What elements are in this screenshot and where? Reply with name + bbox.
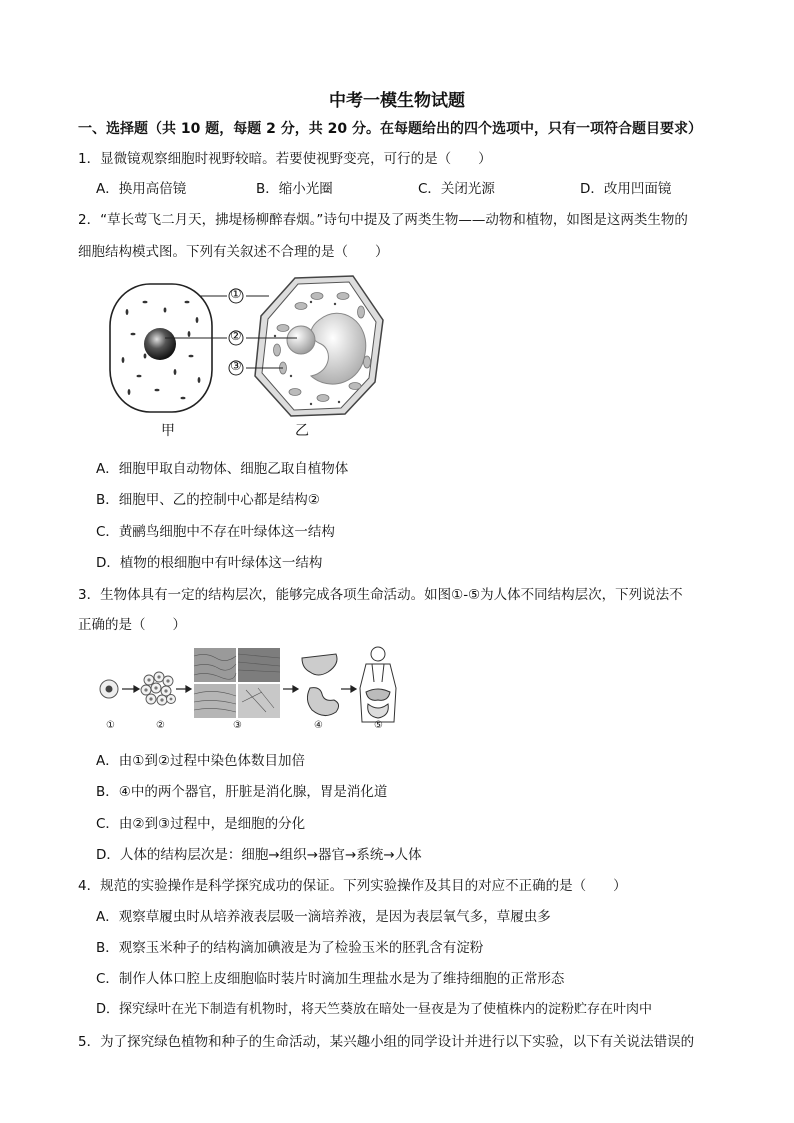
label-1: ① bbox=[230, 287, 242, 302]
question-4-option-b: B．观察玉米种子的结构滴加碘液是为了检验玉米的胚乳含有淀粉 bbox=[96, 940, 484, 956]
question-3-option-d: D．人体的结构层次是：细胞→组织→器官→系统→人体 bbox=[96, 847, 422, 863]
stage-label-3: ③ bbox=[233, 720, 242, 731]
plant-cell-drawing bbox=[255, 276, 383, 416]
question-3-option-b: B．④中的两个器官，肝脏是消化腺，胃是消化道 bbox=[96, 784, 388, 800]
stage-label-5: ⑤ bbox=[374, 720, 383, 731]
section-heading: 一、选择题（共 10 题，每题 2 分，共 20 分。在每题给出的四个选项中，只有一项符合题目要求） bbox=[78, 121, 702, 137]
stage-label-4: ④ bbox=[314, 720, 323, 731]
question-2-option-a: A．细胞甲取自动物体、细胞乙取自植物体 bbox=[96, 461, 349, 477]
question-5-stem: 5．为了探究绿色植物和种子的生命活动，某兴趣小组的同学设计并进行以下实验，以下有关说法错误的 bbox=[78, 1034, 695, 1050]
question-2-option-b: B．细胞甲、乙的控制中心都是结构② bbox=[96, 492, 320, 508]
question-1-option-d: D．改用凹面镜 bbox=[580, 181, 672, 197]
question-3-option-a: A．由①到②过程中染色体数目加倍 bbox=[96, 753, 305, 769]
question-1-option-c: C．关闭光源 bbox=[418, 181, 495, 197]
question-2-option-c: C．黄鹂鸟细胞中不存在叶绿体这一结构 bbox=[96, 524, 335, 540]
question-4-option-d: D．探究绿叶在光下制造有机物时，将天竺葵放在暗处一昼夜是为了使植株内的淀粉贮存在叶肉中 bbox=[96, 1002, 653, 1017]
question-3-option-c: C．由②到③过程中，是细胞的分化 bbox=[96, 816, 306, 832]
page-title: 中考一模生物试题 bbox=[329, 91, 465, 111]
question-4-option-a: A．观察草履虫时从培养液表层吸一滴培养液，是因为表层氧气多，草履虫多 bbox=[96, 909, 551, 925]
animal-cell-drawing bbox=[110, 284, 212, 412]
question-4-option-c: C．制作人体口腔上皮细胞临时装片时滴加生理盐水是为了维持细胞的正常形态 bbox=[96, 971, 565, 987]
question-4-stem: 4．规范的实验操作是科学探究成功的保证。下列实验操作及其目的对应不正确的是（ ） bbox=[78, 878, 627, 894]
question-2-option-d: D．植物的根细胞中有叶绿体这一结构 bbox=[96, 555, 323, 571]
question-1-option-a: A．换用高倍镜 bbox=[96, 181, 187, 197]
label-2: ② bbox=[230, 329, 242, 344]
body-structure-levels-figure bbox=[96, 642, 406, 734]
label-jia: 甲 bbox=[161, 423, 175, 439]
question-1-stem: 1．显微镜观察细胞时视野较暗。若要使视野变亮，可行的是（ ） bbox=[78, 151, 492, 167]
label-3: ③ bbox=[230, 359, 242, 374]
cell-structure-figure bbox=[105, 272, 405, 444]
question-2-stem-line1: 2．“草长莺飞二月天，拂堤杨柳醉春烟。”诗句中提及了两类生物——动物和植物，如图是这两类生物的 bbox=[78, 212, 688, 228]
question-3-stem-line1: 3．生物体具有一定的结构层次，能够完成各项生命活动。如图①-⑤为人体不同结构层次，下列说法不 bbox=[78, 587, 683, 603]
stage-label-1: ① bbox=[106, 720, 115, 731]
stage-label-2: ② bbox=[156, 720, 165, 731]
question-3-stem-line2: 正确的是（ ） bbox=[78, 617, 186, 633]
question-2-stem-line2: 细胞结构模式图。下列有关叙述不合理的是（ ） bbox=[78, 244, 389, 260]
label-yi: 乙 bbox=[295, 423, 309, 439]
question-1-option-b: B．缩小光圈 bbox=[256, 181, 333, 197]
